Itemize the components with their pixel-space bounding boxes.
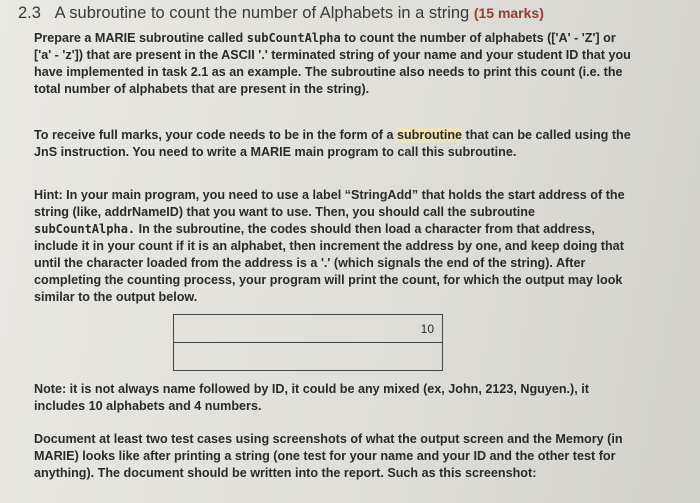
p1-text-a: Prepare a MARIE subroutine called bbox=[34, 31, 247, 45]
marking-requirement bbox=[34, 127, 634, 161]
hint-paragraph bbox=[34, 187, 634, 306]
p2-text-b: that can be called using the JnS instruction. You need to write a MARIE main program to call this subroutine. bbox=[34, 128, 631, 159]
hint-label: Hint: bbox=[34, 188, 63, 202]
section-heading bbox=[18, 4, 544, 23]
p3-text-a: In your main program, you need to use a label “StringAdd” that holds the start address of the string (like, addrNameID) that you want to use. Then, you should call the subroutine bbox=[34, 188, 625, 219]
p1-text-b: to count the number of alphabets (['A' - 'Z'] or ['a' - 'z']) that are present in the ASCII '.' terminated string of your name and your student ID that you have implemented in task 2.1 as an example. The subroutine also needs to print this count (i.e. the total number of alphabets that are present in the string). bbox=[34, 31, 631, 96]
subroutine-name: subCountAlpha bbox=[246, 31, 341, 45]
documentation-paragraph: Document at least two test cases using screenshots of what the output screen and the Memory (in MARIE) looks like after printing a string (one test for your name and your ID and the other test for anything). The document should be written into the report. Such as this screenshot: bbox=[34, 432, 623, 480]
section-number: 2.3 bbox=[18, 4, 41, 22]
section-title: A subroutine to count the number of Alphabets in a string bbox=[54, 4, 470, 22]
p2-text-a: To receive full marks, your code needs to be in the form of a bbox=[34, 128, 397, 142]
marks-label: (15 marks) bbox=[473, 5, 544, 21]
output-example-table bbox=[173, 314, 443, 371]
task-description bbox=[34, 30, 634, 98]
subroutine-name-ref: subCountAlpha. bbox=[34, 222, 136, 236]
output-count-cell: 10 bbox=[174, 315, 443, 343]
highlighted-term: subroutine bbox=[396, 128, 463, 142]
output-empty-cell bbox=[174, 343, 443, 371]
note-paragraph: Note: it is not always name followed by ID, it could be any mixed (ex, John, 2123, Nguyen.), it includes 10 alphabets and 4 numbers. bbox=[34, 382, 589, 413]
p3-text-b: In the subroutine, the codes should then load a character from that address, include it in your count if it is an alphabet, then increment the address by one, and keep doing that until the character loaded from the address is a '.' (which signals the end of the string). After completing the counting process, your program will print the count, for which the output may look similar to the output below. bbox=[34, 222, 624, 304]
